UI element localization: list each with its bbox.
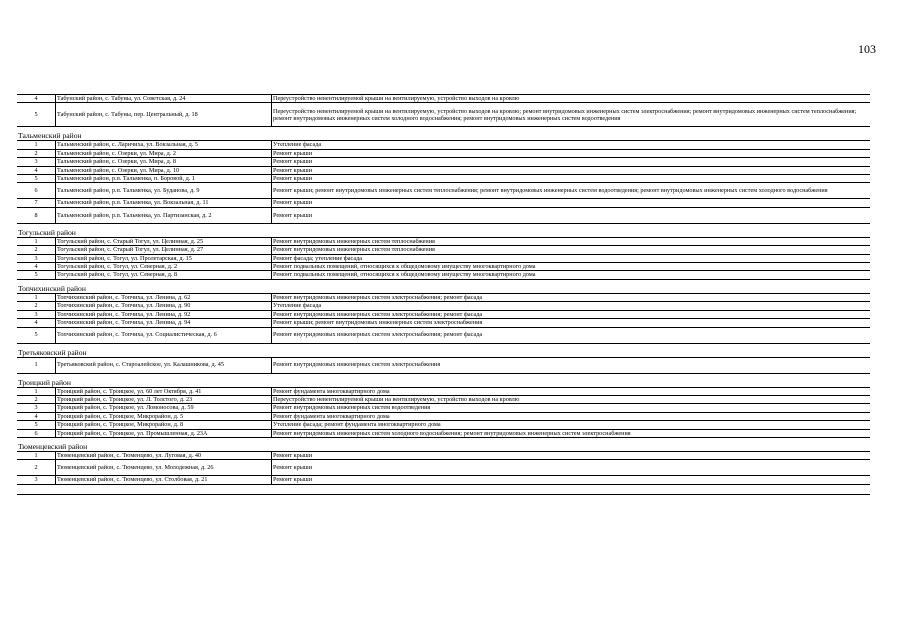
row-address [55,141,272,148]
row-address-text: Тюменцевский район, с. Тюменцево, ул. Столбовая, д. 21 [57,476,208,484]
row-address-text: Троицкий район, с. Троицкое, ул. Ломоносова, д. 59 [57,404,194,412]
row-number-text: 7 [34,199,38,207]
row-number [17,255,55,262]
row-number [17,421,55,428]
table-row [17,141,870,149]
row-work-type [272,404,870,411]
row-work-type [272,319,870,326]
row-number-text: 1 [34,451,38,459]
row-number [17,358,55,373]
row-address [55,271,272,278]
row-address [55,328,272,343]
row-number-text: 1 [34,387,38,395]
row-work-type [272,150,870,157]
row-number [17,246,55,253]
table-body [17,94,870,485]
row-address-text: Троицкий район, с. Троицкое, ул. 60 лет Октября, д. 41 [57,387,202,395]
row-work-type [272,388,870,395]
row-number [17,311,55,318]
row-number-text: 1 [34,293,38,301]
row-work-type [272,413,870,420]
row-work-type [272,141,870,148]
table-row [17,430,870,438]
row-work-type [272,246,870,253]
row-work-type [272,294,870,301]
row-number [17,238,55,245]
row-number [17,396,55,403]
row-address [55,238,272,245]
row-work-type-text: Ремонт подвальных помещений, относящихся к общедомовому имуществу многоквартирного дома [273,263,536,271]
row-work-type [272,302,870,309]
row-address-text: Тюменцевский район, с. Тюменцево, ул. Молодежная, д. 26 [57,464,214,472]
row-address-text: Тогульский район, с. Тогул, ул. Пролетарская, д. 15 [57,254,192,262]
row-work-type-text: Ремонт внутридомовых инженерных систем электроснабжения; ремонт фасада [273,293,483,301]
row-work-type [272,430,870,437]
row-number [17,294,55,301]
row-number-text: 2 [34,149,38,157]
row-number-text: 1 [34,361,38,369]
row-work-type [272,328,870,343]
row-work-type-text: Ремонт крыши [273,158,313,166]
row-work-type [272,167,870,174]
row-address [55,199,272,206]
row-number [17,319,55,326]
row-work-type-text: Утепление фасада; ремонт фундамента многоквартирного дома [273,421,441,429]
row-address [55,294,272,301]
row-address [55,246,272,253]
row-number [17,167,55,174]
table-row [17,94,870,103]
row-number [17,328,55,343]
row-work-type [272,460,870,475]
district-heading: Топчихинский район [17,280,870,294]
row-work-type-text: Ремонт крыши [273,166,313,174]
row-work-type [272,311,870,318]
row-number-text: 3 [34,158,38,166]
district-heading: Тюменцевский район [17,438,870,452]
row-address-text: Тюменцевский район, с. Тюменцево, ул. Луговая, д. 40 [57,451,202,459]
table-row [17,388,870,396]
row-number-text: 4 [34,319,38,327]
table-row [17,302,870,310]
row-number-text: 2 [34,302,38,310]
row-work-type [272,358,870,373]
table-row [17,452,870,460]
row-address [55,158,272,165]
row-number [17,452,55,459]
row-work-type-text: Переустройство невентилируемой крыши на вентилируемую, устройство выходов на кровлю [273,95,520,102]
row-work-type [272,396,870,403]
table-row [17,175,870,183]
row-work-type-text: Ремонт внутридомовых инженерных систем теплоснабжения [273,237,435,245]
row-address [55,263,272,270]
row-number-text: 6 [34,429,38,437]
row-number-text: 5 [34,111,38,119]
row-number-text: 4 [34,95,38,102]
row-number-text: 8 [34,211,38,219]
row-address-text: Троицкий район, с. Троицкое, ул. Промышленная, д. 23А [57,429,208,437]
row-number-text: 5 [34,271,38,279]
table-bottom-border [17,485,870,495]
row-address [55,460,272,475]
row-number-text: 4 [34,263,38,271]
row-number-text: 2 [34,246,38,254]
row-number-text: 2 [34,395,38,403]
table-row [17,246,870,254]
row-number [17,460,55,475]
row-address [55,183,272,198]
row-number-text: 5 [34,331,38,339]
row-address-text: Топчихинский район, с. Топчиха, ул. Социалистическая, д. 6 [57,331,217,339]
row-number [17,271,55,278]
table-row [17,238,870,246]
table-row [17,255,870,263]
table-row [17,158,870,166]
row-work-type-text: Ремонт внутридомовых инженерных систем электроснабжения; ремонт фасада [273,331,483,339]
row-number-text: 3 [34,404,38,412]
row-address-text: Тальменский район, р.п. Тальменка, ул. Партизанская, д. 2 [57,211,212,219]
row-work-type-text: Утепление фасада [273,141,322,149]
row-work-type-text: Ремонт подвальных помещений, относящихся к общедомовому имуществу многоквартирного дома [273,271,536,279]
row-address [55,358,272,373]
row-number-text: 6 [34,187,38,195]
row-number-text: 3 [34,476,38,484]
row-work-type-text: Ремонт внутридомовых инженерных систем электроснабжения; ремонт фасада [273,310,483,318]
page-number: 103 [858,42,876,56]
row-number [17,199,55,206]
table-row [17,328,870,344]
row-number [17,263,55,270]
row-address-text: Топчихинский район, с. Топчиха, ул. Ленина, д. 92 [57,310,191,318]
row-number-text: 2 [34,464,38,472]
row-number [17,208,55,223]
row-address [55,388,272,395]
table-row [17,167,870,175]
row-number [17,430,55,437]
row-work-type [272,103,870,126]
table-row [17,208,870,224]
row-address [55,421,272,428]
row-number [17,141,55,148]
table-row [17,421,870,429]
row-work-type-text: Ремонт внутридомовых инженерных систем водоотведения [273,404,431,412]
row-number [17,302,55,309]
row-address-text: Тальменский район, с. Озерки, ул. Мира, д. 10 [57,166,180,174]
district-heading: Третьяковский район [17,344,870,358]
row-address [55,208,272,223]
table-row [17,476,870,484]
table-row [17,271,870,279]
row-address-text: Тогульский район, с. Старый Тогул, ул. Целинная, д. 27 [57,246,204,254]
district-heading: Троицкий район [17,374,870,388]
row-address-text: Табунский район, с. Табуны, пер. Центральный, д. 18 [57,111,198,119]
row-address-text: Тальменский район, р.п. Тальменка, ул. Буданова, д. 9 [57,187,200,195]
row-work-type [272,452,870,459]
row-work-type [272,255,870,262]
row-address-text: Топчихинский район, с. Топчиха, ул. Ленина, д. 90 [57,302,191,310]
row-work-type [272,183,870,198]
row-work-type [272,476,870,483]
row-address [55,175,272,182]
row-work-type-text: Ремонт внутридомовых инженерных систем электроснабжения [273,361,441,369]
table-row [17,460,870,476]
row-number [17,476,55,483]
row-work-type-text: Ремонт крыши [273,199,313,207]
row-number-text: 1 [34,237,38,245]
row-address-text: Тальменский район, с. Озерки, ул. Мира, д. 2 [57,149,176,157]
row-work-type [272,263,870,270]
row-address-text: Тальменский район, с. Озерки, ул. Мира, д. 8 [57,158,176,166]
row-address-text: Табунский район, с. Табуны, ул. Советская, д. 24 [57,95,186,102]
repair-schedule-table [17,94,870,495]
row-work-type-text: Ремонт фундамента многоквартирного дома [273,412,390,420]
row-address [55,302,272,309]
row-work-type-text: Ремонт крыши; ремонт внутридомовых инженерных систем теплоснабжения; ремонт внутридомовых инженерных систем водоотведения; ремонт внутридомовых инженерных систем холодного водоснабжения [273,187,828,195]
row-address [55,103,272,126]
row-work-type-text: Ремонт крыши [273,149,313,157]
row-work-type-text: Ремонт крыши [273,451,313,459]
row-work-type-text: Ремонт фасада; утепление фасада [273,254,362,262]
table-row [17,263,870,271]
table-row [17,199,870,207]
row-number [17,388,55,395]
row-address [55,150,272,157]
table-row [17,319,870,327]
row-number-text: 3 [34,254,38,262]
table-row [17,294,870,302]
row-work-type [272,208,870,223]
row-work-type [272,421,870,428]
row-address [55,413,272,420]
row-work-type-text: Ремонт фундамента многоквартирного дома [273,387,390,395]
row-address [55,167,272,174]
table-row [17,413,870,421]
row-number [17,95,55,102]
row-number-text: 5 [34,175,38,183]
table-row [17,404,870,412]
table-row [17,150,870,158]
row-number [17,175,55,182]
row-number [17,183,55,198]
row-number [17,103,55,126]
row-address [55,430,272,437]
row-number [17,150,55,157]
row-address [55,95,272,102]
row-work-type-text: Ремонт крыши [273,476,313,484]
table-row [17,396,870,404]
row-number-text: 5 [34,421,38,429]
row-number [17,158,55,165]
row-address-text: Топчихинский район, с. Топчиха, ул. Ленина, д. 62 [57,293,191,301]
row-address-text: Третьяковский район, с. Староалейское, ул. Калашникова, д. 45 [57,361,224,369]
row-number-text: 4 [34,412,38,420]
row-address-text: Тогульский район, с. Тогул, ул. Северная, д. 8 [57,271,178,279]
row-address [55,396,272,403]
table-row [17,311,870,319]
district-heading: Тальменский район [17,127,870,141]
row-work-type [272,175,870,182]
row-number-text: 3 [34,310,38,318]
row-work-type-text: Переустройство невентилируемой крыши на вентилируемую, устройство выходов на кровлю; ремонт внутридомовых инженерных систем электроснабжения; ремонт внутридомовых инженерных систем теплоснабжения; ремонт внутридомовых инженерных систем холодного водоснабжения; ремонт внутридомовых инженерных систем водоотведения [273,107,857,122]
row-work-type-text: Ремонт крыши [273,211,313,219]
row-number-text: 1 [34,141,38,149]
row-address [55,476,272,483]
row-number [17,404,55,411]
row-address [55,452,272,459]
row-address-text: Топчихинский район, с. Топчиха, ул. Ленина, д. 94 [57,319,191,327]
row-address [55,319,272,326]
table-row [17,183,870,199]
row-address-text: Троицкий район, с. Троицкое, Микрорайон, д. 5 [57,412,184,420]
row-work-type-text: Ремонт крыши; ремонт внутридомовых инженерных систем электроснабжения [273,319,483,327]
row-work-type-text: Ремонт крыши [273,175,313,183]
row-work-type [272,271,870,278]
row-work-type-text: Ремонт крыши [273,464,313,472]
row-address-text: Тогульский район, с. Старый Тогул, ул. Целинная, д. 25 [57,237,204,245]
row-work-type [272,199,870,206]
row-address [55,404,272,411]
row-address-text: Тальменский район, с. Ларичиха, ул. Вокзальная, д. 5 [57,141,198,149]
row-work-type-text: Ремонт внутридомовых инженерных систем холодного водоснабжения; ремонт внутридомовых инженерных систем электроснабжения [273,429,631,437]
table-row [17,103,870,127]
table-row [17,358,870,374]
row-address-text: Тогульский район, с. Тогул, ул. Северная, д. 2 [57,263,178,271]
row-work-type [272,238,870,245]
row-work-type [272,158,870,165]
row-work-type-text: Переустройство невентилируемой крыши на вентилируемую, устройство выходов на кровлю [273,395,520,403]
row-address [55,311,272,318]
row-number [17,413,55,420]
row-work-type [272,95,870,102]
row-address-text: Троицкий район, с. Троицкое, ул. Л. Толстого, д. 23 [57,395,193,403]
row-number-text: 4 [34,166,38,174]
row-address-text: Тальменский район, р.п. Тальменка, п. Боровой, д. 1 [57,175,195,183]
district-heading: Тогульский район [17,224,870,238]
row-work-type-text: Ремонт внутридомовых инженерных систем теплоснабжения [273,246,435,254]
row-address-text: Троицкий район, с. Троицкое, Микрорайон, д. 8 [57,421,184,429]
row-address-text: Тальменский район, р.п. Тальменка, ул. Вокзальная, д. 11 [57,199,209,207]
row-work-type-text: Утепление фасада [273,302,322,310]
row-address [55,255,272,262]
